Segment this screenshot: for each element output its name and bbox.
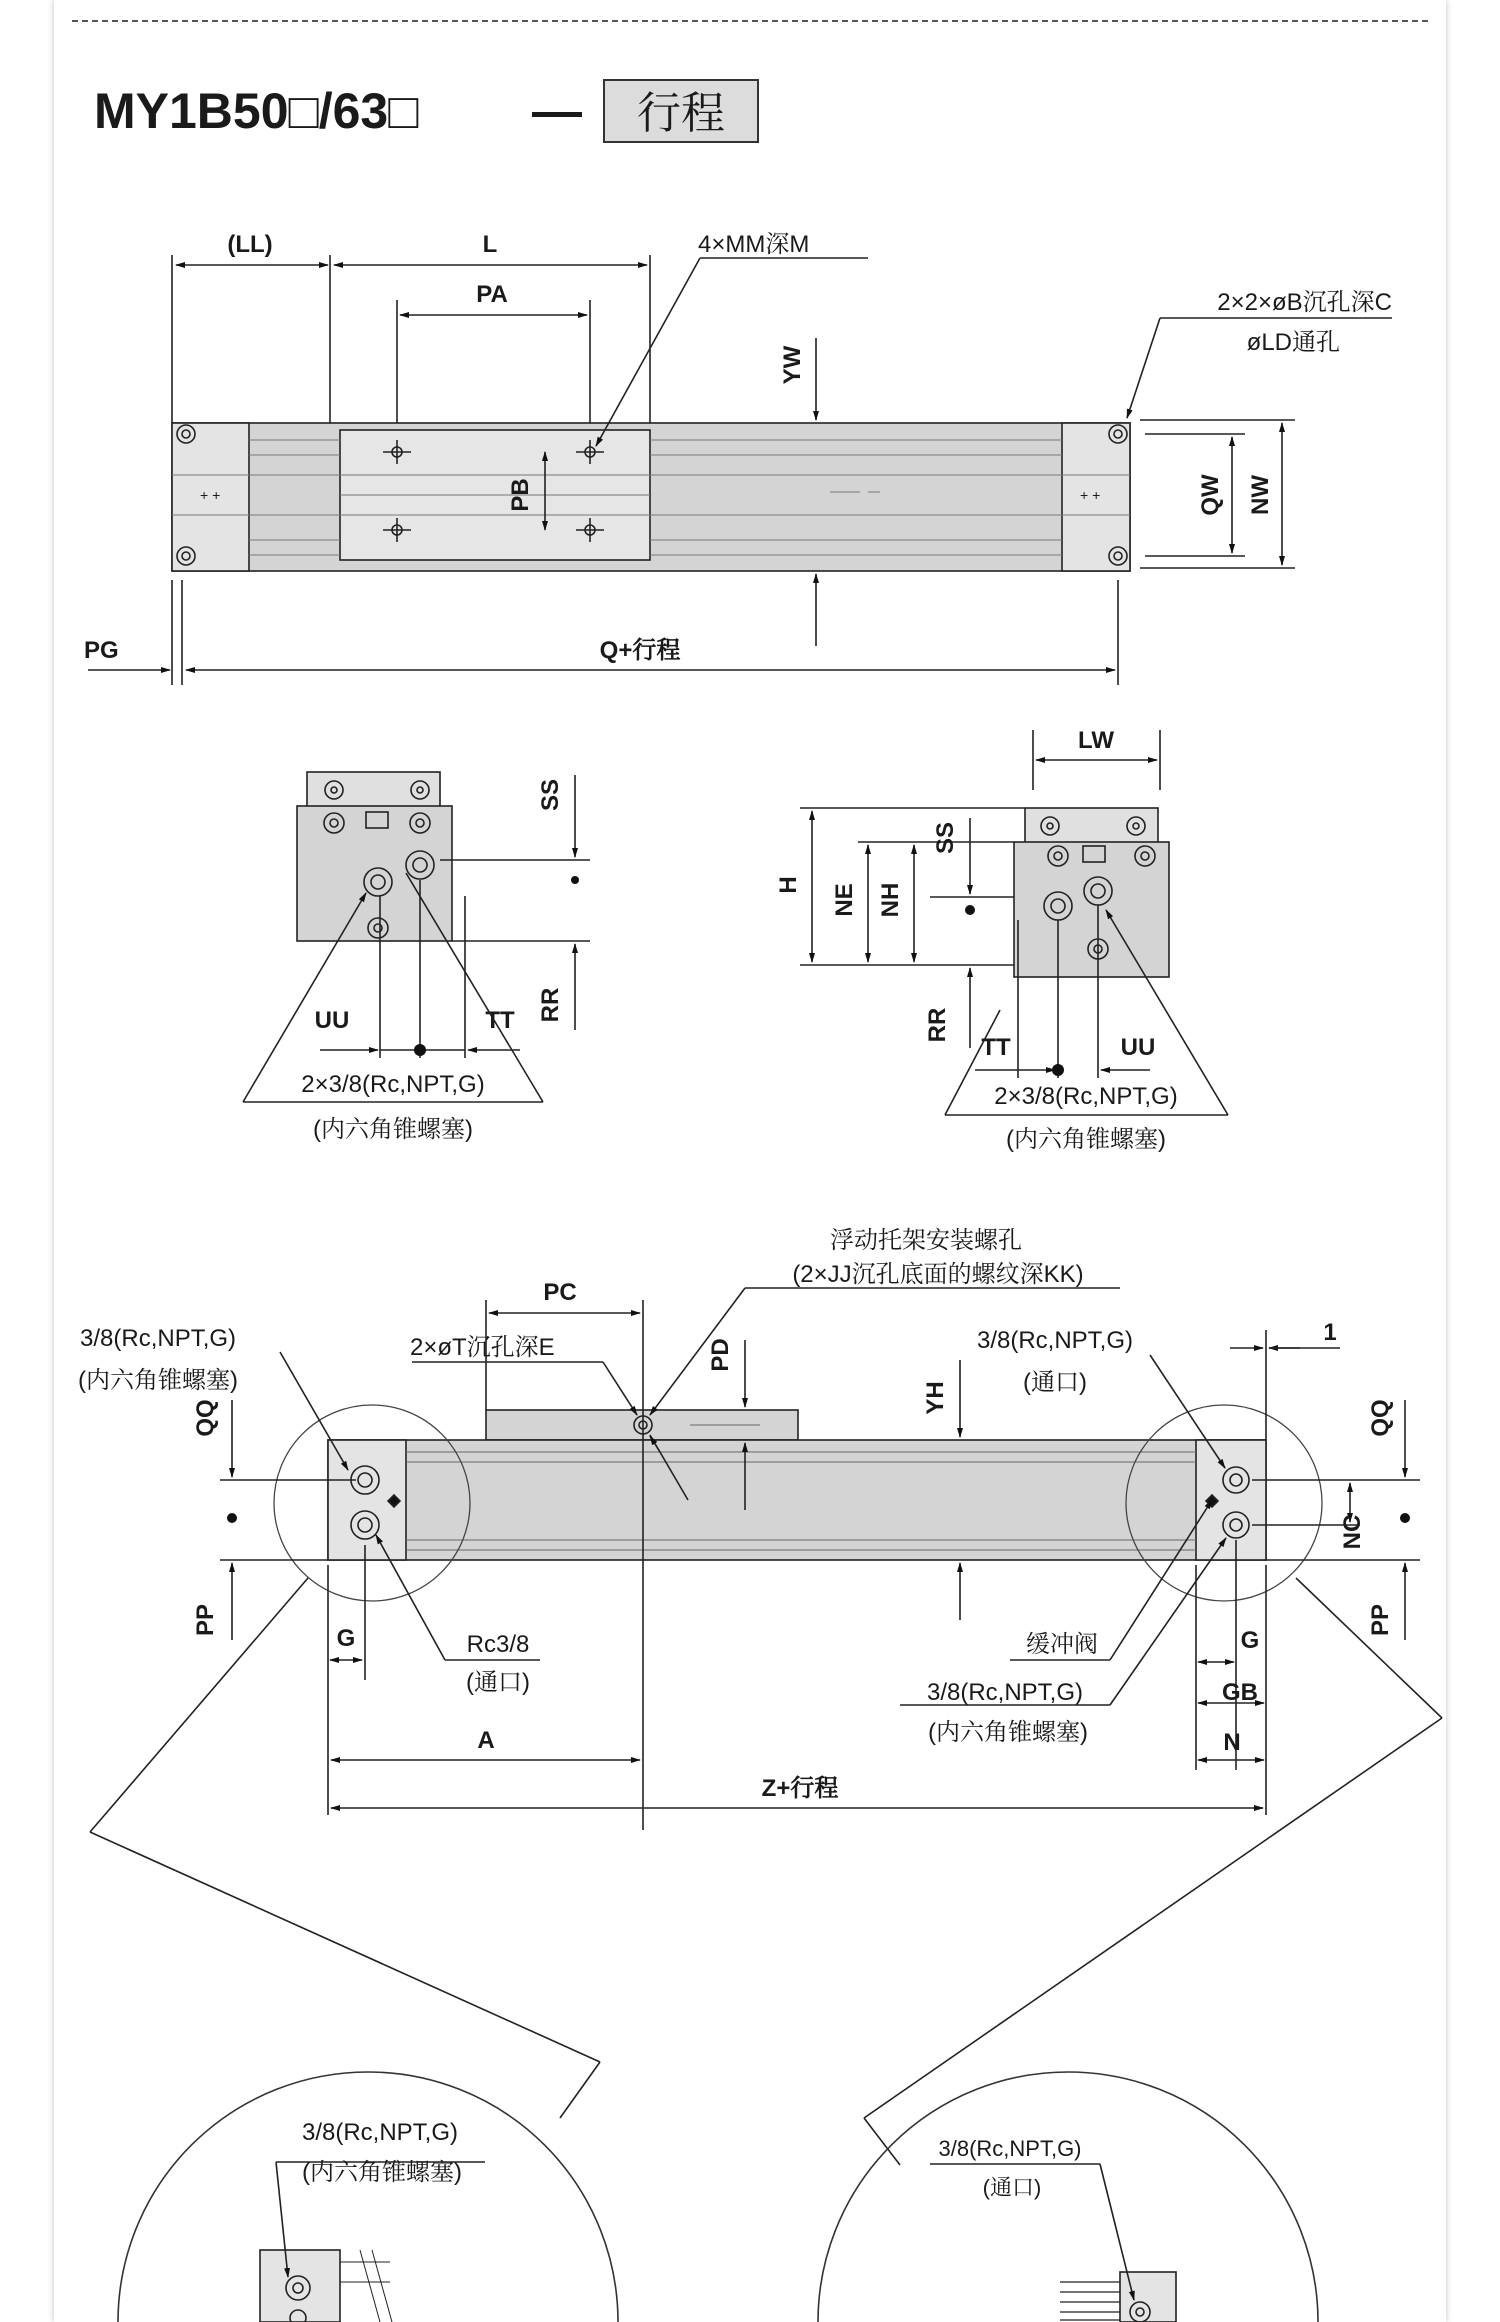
note-detail-left-port: 3/8(Rc,NPT,G)	[301, 2119, 459, 2146]
note-rc-through: (通口)	[466, 1669, 530, 1696]
dim-PC: PC	[543, 1279, 577, 1306]
note-right-port: 3/8(Rc,NPT,G)	[976, 1327, 1134, 1354]
dim-SS-right: SS	[932, 821, 959, 855]
dim-GB: GB	[1222, 1679, 1258, 1706]
dim-PP-right: PP	[1367, 1603, 1394, 1637]
note-plug-right: (内六角锥螺塞)	[1006, 1126, 1166, 1153]
note-cushion: 缓冲阀	[1026, 1631, 1098, 1658]
dim-NC: NC	[1339, 1514, 1366, 1550]
note-B: 2×2×øB沉孔深C	[1217, 289, 1392, 316]
note-float-hole: 浮动托架安装螺孔	[830, 1227, 1022, 1254]
svg-text:+ +: + +	[1080, 487, 1101, 503]
dim-L: L	[482, 231, 498, 258]
note-left-port: 3/8(Rc,NPT,G)	[80, 1325, 237, 1352]
note-detail-right-port: 3/8(Rc,NPT,G)	[938, 2136, 1082, 2161]
note-detail-left-plug: (内六角锥螺塞)	[302, 2159, 462, 2186]
dim-A: A	[477, 1727, 495, 1754]
note-LD: øLD通孔	[1246, 329, 1340, 356]
detail-left	[118, 2072, 618, 2322]
dim-YH: YH	[922, 1381, 949, 1415]
dim-LL: (LL)	[227, 231, 273, 258]
dim-H: H	[775, 876, 802, 894]
dim-NW: NW	[1247, 475, 1274, 515]
stroke-box-label: 行程	[637, 89, 725, 138]
dim-NH: NH	[877, 882, 904, 918]
note-bottom-port: 3/8(Rc,NPT,G)	[926, 1679, 1084, 1706]
dim-YW: YW	[779, 345, 806, 385]
dim-QW: QW	[1197, 474, 1224, 516]
dim-G-right: G	[1240, 1627, 1260, 1654]
model-title: MY1B50□/63□	[94, 83, 419, 139]
top-view	[84, 231, 1392, 685]
dim-Q: Q+行程	[599, 637, 681, 664]
note-left-plug: (内六角锥螺塞)	[78, 1367, 238, 1394]
note-detail-right-through: (通口)	[982, 2175, 1042, 2200]
note-plug-left: (内六角锥螺塞)	[313, 1116, 473, 1143]
dim-UU-left: UU	[314, 1007, 350, 1034]
dim-NE: NE	[831, 883, 858, 917]
end-view-right	[775, 727, 1228, 1153]
page-header	[94, 80, 758, 142]
note-rc: Rc3/8	[466, 1631, 530, 1658]
dim-QQ-left: QQ	[192, 1399, 219, 1437]
dim-PA: PA	[476, 281, 508, 308]
dim-RR-left: RR	[537, 987, 564, 1023]
title-dash: —	[532, 83, 582, 139]
note-float-hole-detail: (2×JJ沉孔底面的螺纹深KK)	[792, 1261, 1084, 1288]
note-bottom-plug: (内六角锥螺塞)	[928, 1719, 1088, 1746]
dim-TT-left: TT	[485, 1007, 515, 1034]
dim-PP-left: PP	[192, 1603, 219, 1637]
note-port-right: 2×3/8(Rc,NPT,G)	[994, 1083, 1178, 1110]
note-T: 2×øT沉孔深E	[410, 1334, 555, 1361]
dim-RR-right: RR	[924, 1007, 951, 1043]
dim-Z: Z+行程	[761, 1775, 839, 1802]
dim-QQ-right: QQ	[1367, 1399, 1394, 1437]
side-view-body	[328, 1440, 1266, 1560]
end-view-left	[243, 772, 590, 1143]
dim-N: N	[1223, 1729, 1241, 1756]
dim-SS-left: SS	[537, 778, 564, 812]
dim-UU-right: UU	[1120, 1034, 1156, 1061]
dim-LW: LW	[1078, 727, 1114, 754]
dim-TT-right: TT	[981, 1034, 1011, 1061]
top-view-body	[172, 423, 1130, 571]
dim-PB: PB	[507, 478, 534, 512]
dim-PG: PG	[84, 637, 119, 664]
note-MM: 4×MM深M	[698, 231, 810, 258]
note-right-through: (通口)	[1023, 1369, 1087, 1396]
dim-G-left: G	[336, 1625, 356, 1652]
dim-one: 1	[1323, 1319, 1337, 1346]
dim-PD: PD	[707, 1338, 734, 1372]
side-view	[78, 1227, 1442, 2165]
svg-text:+ +: + +	[200, 487, 221, 503]
note-port-left: 2×3/8(Rc,NPT,G)	[301, 1071, 485, 1098]
detail-right	[818, 2072, 1318, 2322]
